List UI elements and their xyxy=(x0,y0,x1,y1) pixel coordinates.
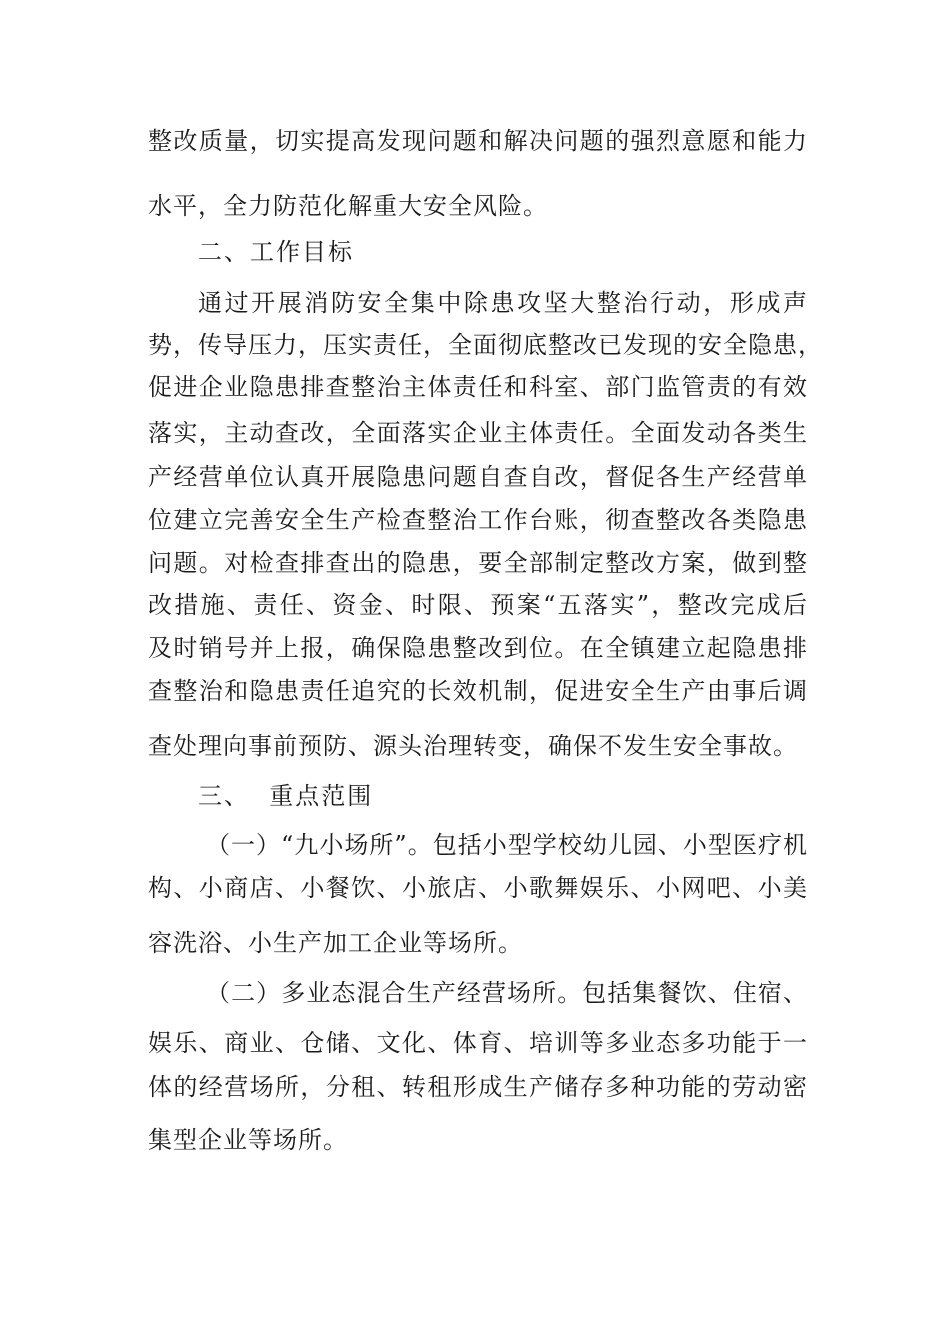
section-heading-key-scope: 三、 重点范围 xyxy=(198,782,374,810)
body-line-5: 势，传导压力，压实责任，全面彻底整改已发现的安全隐患， xyxy=(148,331,823,359)
body-line-11: 改措施、责任、资金、时限、预案“五落实”，整改完成后 xyxy=(148,591,808,619)
body-line-10: 问题。对检查排查出的隐患，要全部制定整改方案，做到整 xyxy=(148,549,808,577)
body-line-20: 娱乐、商业、仓储、文化、体育、培训等多业态多功能于一 xyxy=(148,1029,808,1057)
body-line-14: 查处理向事前预防、源头治理转变，确保不发生安全事故。 xyxy=(148,732,798,760)
body-line-9: 位建立完善安全生产检查整治工作台账，彻查整改各类隐患 xyxy=(148,506,808,534)
body-line-19: （二）多业态混合生产经营场所。包括集餐饮、住宿、 xyxy=(206,979,808,1007)
body-line-8: 产经营单位认真开展隐患问题自查自改，督促各生产经营单 xyxy=(148,463,808,491)
body-line-4: 通过开展消防安全集中除患攻坚大整治行动，形成声 xyxy=(198,289,808,317)
body-line-6: 促进企业隐患排查整治主体责任和科室、部门监管责的有效 xyxy=(148,373,808,401)
body-line-12: 及时销号并上报，确保隐患整改到位。在全镇建立起隐患排 xyxy=(148,634,808,662)
body-line-13: 查整治和隐患责任追究的长效机制，促进安全生产由事后调 xyxy=(148,677,808,705)
section-heading-work-goals: 二、工作目标 xyxy=(198,238,354,266)
body-line-17: 构、小商店、小餐饮、小旅店、小歌舞娱乐、小网吧、小美 xyxy=(148,874,808,902)
body-line-18: 容洗浴、小生产加工企业等场所。 xyxy=(148,929,523,957)
body-line-7: 落实，主动查改，全面落实企业主体责任。全面发动各类生 xyxy=(148,419,808,447)
body-line-16: （一）“九小场所”。包括小型学校幼儿园、小型医疗机 xyxy=(206,831,808,859)
body-line-21: 体的经营场所，分租、转租形成生产储存多种功能的劳动密 xyxy=(148,1073,808,1101)
body-line-2: 水平，全力防范化解重大安全风险。 xyxy=(148,192,548,220)
body-line-1: 整改质量，切实提高发现问题和解决问题的强烈意愿和能力 xyxy=(148,127,808,155)
body-line-22: 集型企业等场所。 xyxy=(148,1126,348,1154)
